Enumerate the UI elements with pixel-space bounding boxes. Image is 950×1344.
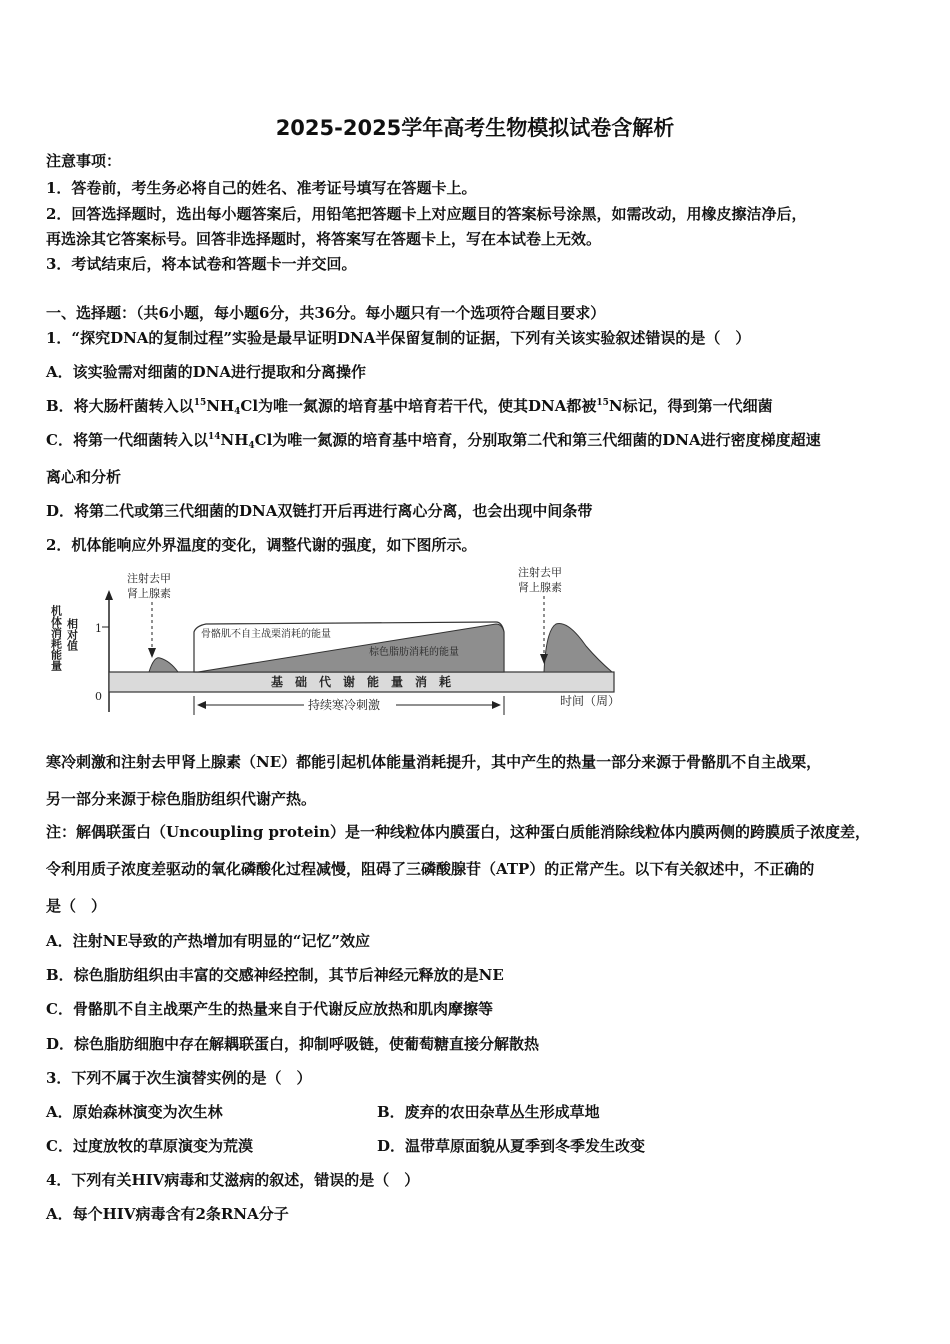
- q3-option-b: B．废弃的农田杂草丛生形成草地: [377, 1103, 600, 1121]
- figure-right-peak: [544, 623, 612, 672]
- figure-cold-arrow-right: [492, 701, 501, 709]
- section-heading: 一、选择题：（共6小题，每小题6分，共36分。每小题只有一个选项符合题目要求）: [46, 304, 606, 322]
- q2-para1-line1: 寒冷刺激和注射去甲肾上腺素（NE）都能引起机体能量消耗提升，其中产生的热量一部分来源于骨骼肌不自主战栗，: [46, 753, 822, 771]
- q1-option-d: D．将第二代或第三代细菌的DNA双链打开后再进行离心分离，也会出现中间条带: [46, 502, 593, 520]
- figure-inject-left-1: 注射去甲: [127, 572, 171, 585]
- figure-tick-0: 0: [95, 690, 102, 703]
- energy-consumption-figure: [46, 560, 646, 720]
- figure-left-peak: [149, 658, 178, 672]
- figure-inject-right-2: 肾上腺素: [518, 581, 562, 594]
- figure-inject-left-arrowhead: [148, 648, 156, 658]
- figure-cold-arrow-left: [197, 701, 206, 709]
- figure-cold-label: 持续寒冷刺激: [308, 698, 381, 712]
- q2-stem: 2．机体能响应外界温度的变化，调整代谢的强度，如下图所示。: [46, 536, 477, 554]
- page-title: 2025-2025学年高考生物模拟试卷含解析: [275, 116, 675, 140]
- q1-option-b: B．将大肠杆菌转入以$^{15}NH_4Cl$为唯一氮源的培育基中培育若干代，使其DNA都被$^{15}$N标记，得到第一代细菌: [46, 397, 773, 417]
- notice-item-1: 1．答卷前，考生务必将自己的姓名、准考证号填写在答题卡上。: [46, 179, 477, 197]
- q2-para2-line3: 是（ ）: [46, 897, 107, 915]
- figure-ylabel-1: 机体消耗能量: [49, 605, 63, 671]
- q2-option-a: A．注射NE导致的产热增加有明显的“记忆”效应: [46, 932, 371, 950]
- figure-skeletal-label: 骨骼肌不自主战栗消耗的能量: [201, 629, 331, 640]
- q2-para2-line2: 令利用质子浓度差驱动的氧化磷酸化过程减慢，阻碍了三磷酸腺苷（ATP）的正常产生。以下有关叙述中，不正确的: [46, 860, 815, 878]
- notice-item-2: 2．回答选择题时，选出每小题答案后，用铅笔把答题卡上对应题目的答案标号涂黑，如需改动，用橡皮擦洁净后，: [46, 205, 807, 223]
- q1-option-c-cont: 离心和分析: [46, 468, 122, 486]
- figure-xlabel: 时间（周）: [560, 694, 621, 708]
- notice-item-2-cont: 再选涂其它答案标号。回答非选择题时，将答案写在答题卡上，写在本试卷上无效。: [46, 230, 602, 248]
- q1-option-c: C．将第一代细菌转入以$^{14}NH_4Cl$为唯一氮源的培育基中培育，分别取第二代和第三代细菌的DNA进行密度梯度超速: [46, 431, 821, 451]
- q3-option-d: D．温带草原面貌从夏季到冬季发生改变: [377, 1137, 646, 1155]
- q2-option-d: D．棕色脂肪细胞中存在解耦联蛋白，抑制呼吸链，使葡萄糖直接分解散热: [46, 1035, 540, 1053]
- q3-option-a: A．原始森林演变为次生林: [46, 1103, 223, 1121]
- notice-item-3: 3．考试结束后，将本试卷和答题卡一并交回。: [46, 255, 357, 273]
- figure-tick-1: 1: [95, 622, 102, 635]
- q4-stem: 4．下列有关HIV病毒和艾滋病的叙述，错误的是（ ）: [46, 1171, 420, 1189]
- q3-stem: 3．下列不属于次生演替实例的是（ ）: [46, 1069, 312, 1087]
- q2-option-c: C．骨骼肌不自主战栗产生的热量来自于代谢反应放热和肌肉摩擦等: [46, 1000, 493, 1018]
- q1-stem: 1．“探究DNA的复制过程”实验是最早证明DNA半保留复制的证据，下列有关该实验叙述错误的是（ ）: [46, 329, 751, 347]
- q2-option-b: B．棕色脂肪组织由丰富的交感神经控制，其节后神经元释放的是NE: [46, 966, 504, 984]
- q2-para1-line2: 另一部分来源于棕色脂肪组织代谢产热。: [46, 790, 317, 808]
- figure-y-axis-arrow: [105, 590, 113, 600]
- figure-ylabel-2: 相对值: [65, 618, 79, 651]
- q3-option-c: C．过度放牧的草原演变为荒漠: [46, 1137, 253, 1155]
- figure-brown-fat-label: 棕色脂肪消耗的能量: [369, 647, 459, 658]
- notice-heading: 注意事项：: [46, 152, 122, 170]
- q4-option-a: A．每个HIV病毒含有2条RNA分子: [46, 1205, 289, 1223]
- q2-para2-line1: 注：解偶联蛋白（Uncoupling protein）是一种线粒体内膜蛋白，这种蛋白质能消除线粒体内膜两侧的跨膜质子浓度差，: [46, 823, 871, 841]
- figure-inject-left-2: 肾上腺素: [127, 587, 171, 600]
- figure-basal-label: 基 础 代 谢 能 量 消 耗: [271, 675, 452, 689]
- q1-option-a: A．该实验需对细菌的DNA进行提取和分离操作: [46, 363, 366, 381]
- figure-inject-right-1: 注射去甲: [518, 566, 562, 579]
